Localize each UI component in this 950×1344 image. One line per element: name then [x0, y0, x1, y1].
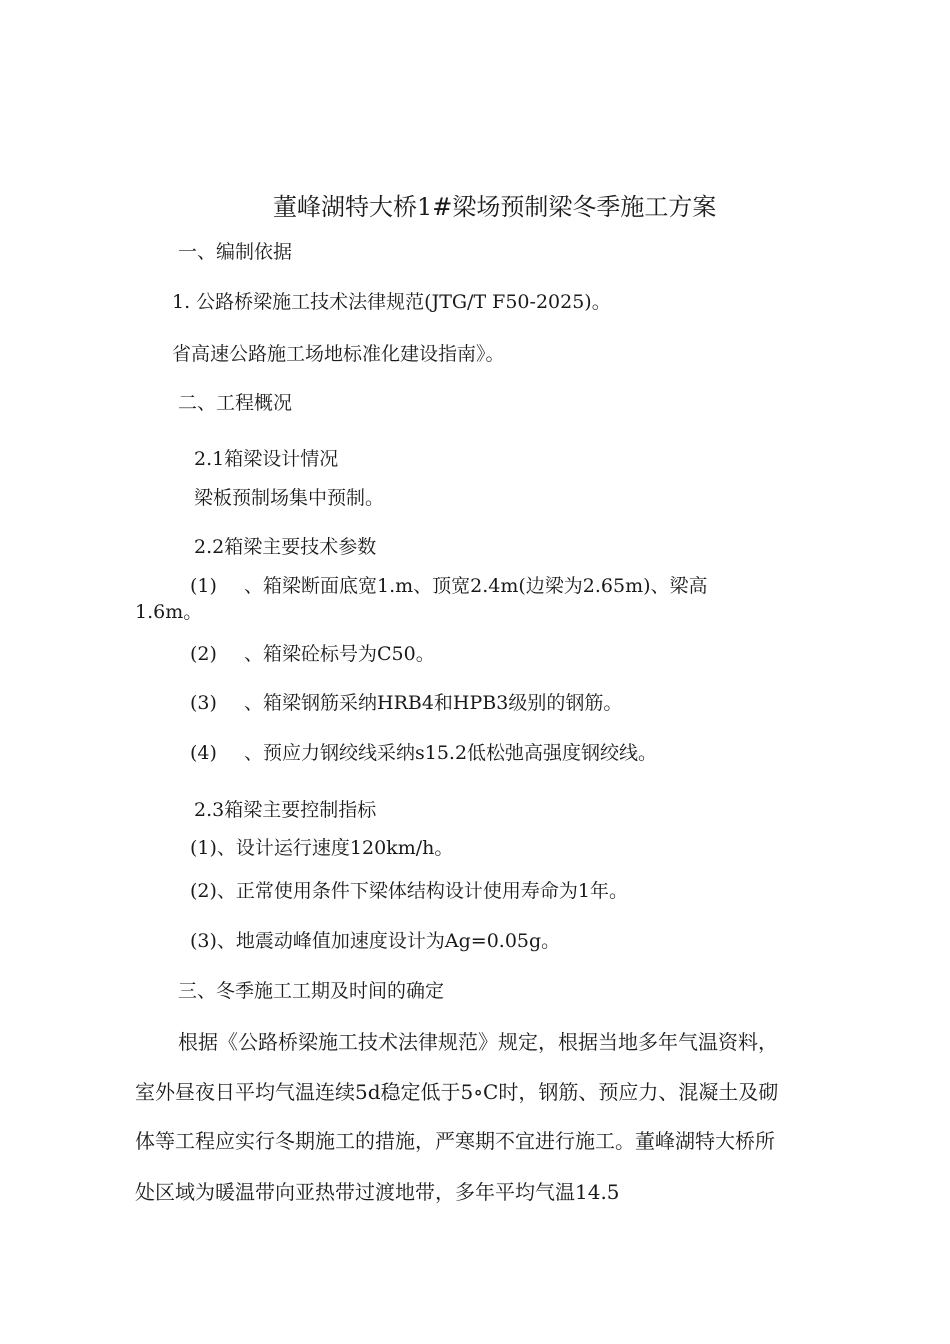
- parameter-item-number: (2): [190, 643, 217, 665]
- subsection-heading-parameters: 2.2箱梁主要技术参数: [194, 536, 377, 558]
- section-heading-winter-schedule: 三、冬季施工工期及时间的确定: [178, 980, 445, 1002]
- parameter-item-4: [190, 741, 657, 765]
- design-text: 梁板预制场集中预制。: [194, 487, 385, 509]
- parameter-item-text: 、箱梁砼标号为C50。: [244, 643, 435, 665]
- parameter-item-3: [190, 691, 622, 715]
- parameter-item-text: 、预应力钢绞线采纳s15.2低松弛高强度钢绞线。: [244, 742, 658, 764]
- section-heading-overview: 二、工程概况: [178, 392, 293, 414]
- paragraph-line: 体等工程应实行冬期施工的措施，严寒期不宜进行施工。董峰湖特大桥所: [135, 1129, 775, 1153]
- paragraph-line: 根据《公路桥梁施工技术法律规范》规定，根据当地多年气温资料，: [178, 1030, 778, 1054]
- parameter-item-text: 、箱梁断面底宽1.m、顶宽2.4m(边梁为2.65m)、梁高: [244, 575, 708, 597]
- parameter-item-1: [190, 574, 708, 598]
- paragraph-line: 室外昼夜日平均气温连续5d稳定低于5∘C时，钢筋、预应力、混凝土及砌: [135, 1080, 779, 1104]
- parameter-item-number: (4): [190, 742, 217, 764]
- paragraph-line: 处区域为暖温带向亚热带过渡地带，多年平均气温14.5: [135, 1180, 620, 1204]
- parameter-item-number: (3): [190, 692, 217, 714]
- parameter-item-text: 、箱梁钢筋采纳HRB4和HPB3级别的钢筋。: [244, 692, 623, 714]
- basis-item-2: 省高速公路施工场地标准化建设指南》。: [172, 343, 505, 365]
- document-title: 董峰湖特大桥1#梁场预制梁冬季施工方案: [273, 193, 717, 221]
- section-heading-basis: 一、编制依据: [178, 241, 293, 263]
- subsection-heading-design: 2.1箱梁设计情况: [194, 448, 339, 470]
- parameter-item-1-continuation: 1.6m。: [135, 601, 203, 623]
- control-item-3: (3)、地震动峰值加速度设计为Ag=0.05g。: [190, 930, 561, 952]
- parameter-item-number: (1): [190, 575, 217, 597]
- subsection-heading-control: 2.3箱梁主要控制指标: [194, 799, 377, 821]
- control-item-2: (2)、正常使用条件下梁体结构设计使用寿命为1年。: [190, 880, 629, 902]
- parameter-item-2: [190, 642, 435, 666]
- control-item-1: (1)、设计运行速度120km/h。: [190, 837, 454, 859]
- basis-item-1: 1. 公路桥梁施工技术法律规范(JTG/T F50-2025)。: [172, 291, 611, 313]
